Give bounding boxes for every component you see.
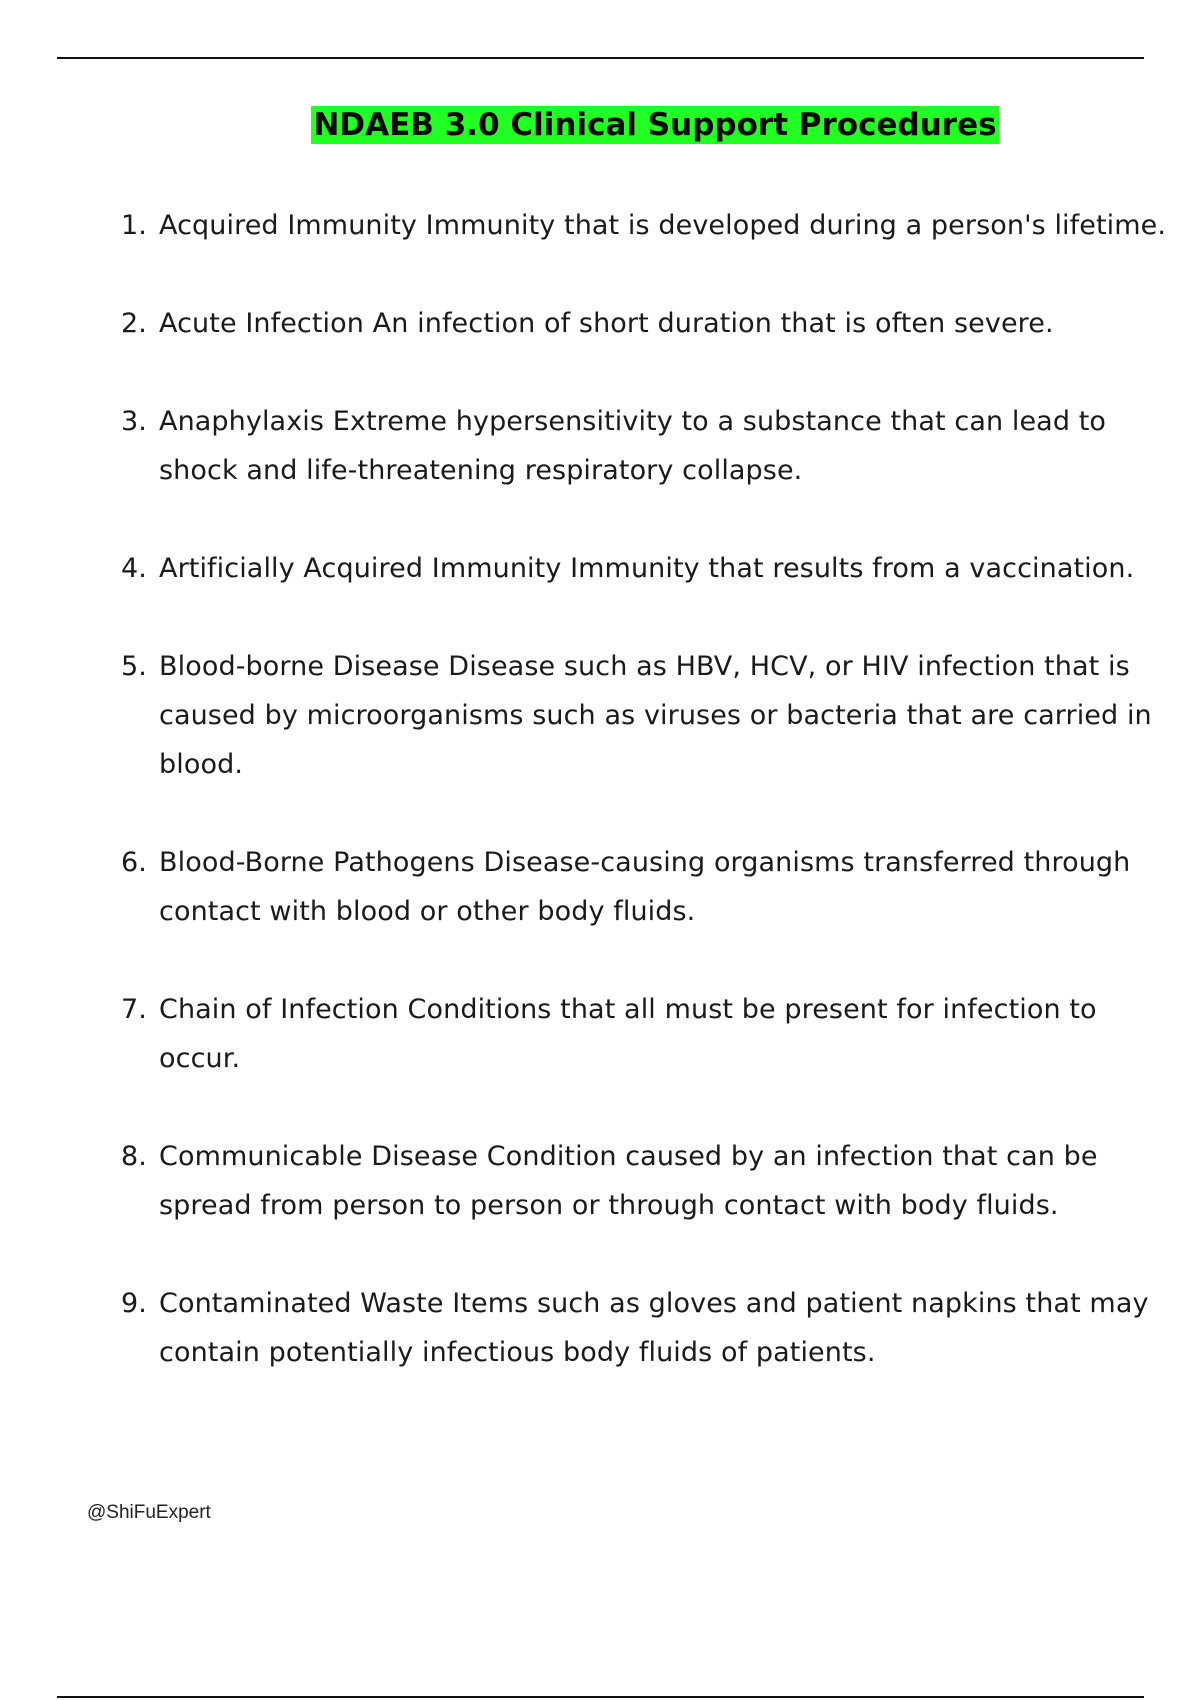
list-item — [0, 397, 1200, 495]
document-title: NDAEB 3.0 Clinical Support Procedures — [313, 107, 997, 143]
item-number: 3. — [121, 406, 147, 437]
item-text: Artificially Acquired Immunity Immunity that results from a vaccination. — [159, 553, 1135, 584]
list-item — [0, 299, 1200, 348]
item-number: 1. — [121, 210, 147, 241]
top-rule — [57, 57, 1144, 59]
item-text: Blood-Borne Pathogens Disease-causing organisms transferred through contact with blood or other body fluids. — [159, 847, 1131, 927]
title-container — [0, 106, 1200, 144]
list-item — [0, 985, 1200, 1083]
item-number: 8. — [121, 1141, 147, 1172]
item-text: Acute Infection An infection of short duration that is often severe. — [159, 308, 1054, 339]
list-item — [0, 1279, 1200, 1377]
term-list — [0, 201, 1200, 1426]
item-number: 4. — [121, 553, 147, 584]
item-text: Acquired Immunity Immunity that is developed during a person's lifetime. — [159, 210, 1167, 241]
item-number: 2. — [121, 308, 147, 339]
item-text: Anaphylaxis Extreme hypersensitivity to a substance that can lead to shock and life-threatening respiratory collapse. — [159, 406, 1107, 486]
item-number: 5. — [121, 651, 147, 682]
list-item — [0, 838, 1200, 936]
author-watermark: @ShiFuExpert — [87, 1502, 211, 1523]
item-text: Blood-borne Disease Disease such as HBV, HCV, or HIV infection that is caused by microorganisms such as viruses or bacteria that are carried in blood. — [159, 651, 1152, 780]
list-item — [0, 642, 1200, 789]
item-text: Communicable Disease Condition caused by an infection that can be spread from person to person or through contact with body fluids. — [159, 1141, 1098, 1221]
item-number: 6. — [121, 847, 147, 878]
item-number: 9. — [121, 1288, 147, 1319]
bottom-rule — [57, 1696, 1144, 1698]
item-text: Contaminated Waste Items such as gloves and patient napkins that may contain potentially infectious body fluids of patients. — [159, 1288, 1149, 1368]
item-text: Chain of Infection Conditions that all must be present for infection to occur. — [159, 994, 1097, 1074]
list-item — [0, 544, 1200, 593]
list-item — [0, 1132, 1200, 1230]
list-item — [0, 201, 1200, 250]
item-number: 7. — [121, 994, 147, 1025]
